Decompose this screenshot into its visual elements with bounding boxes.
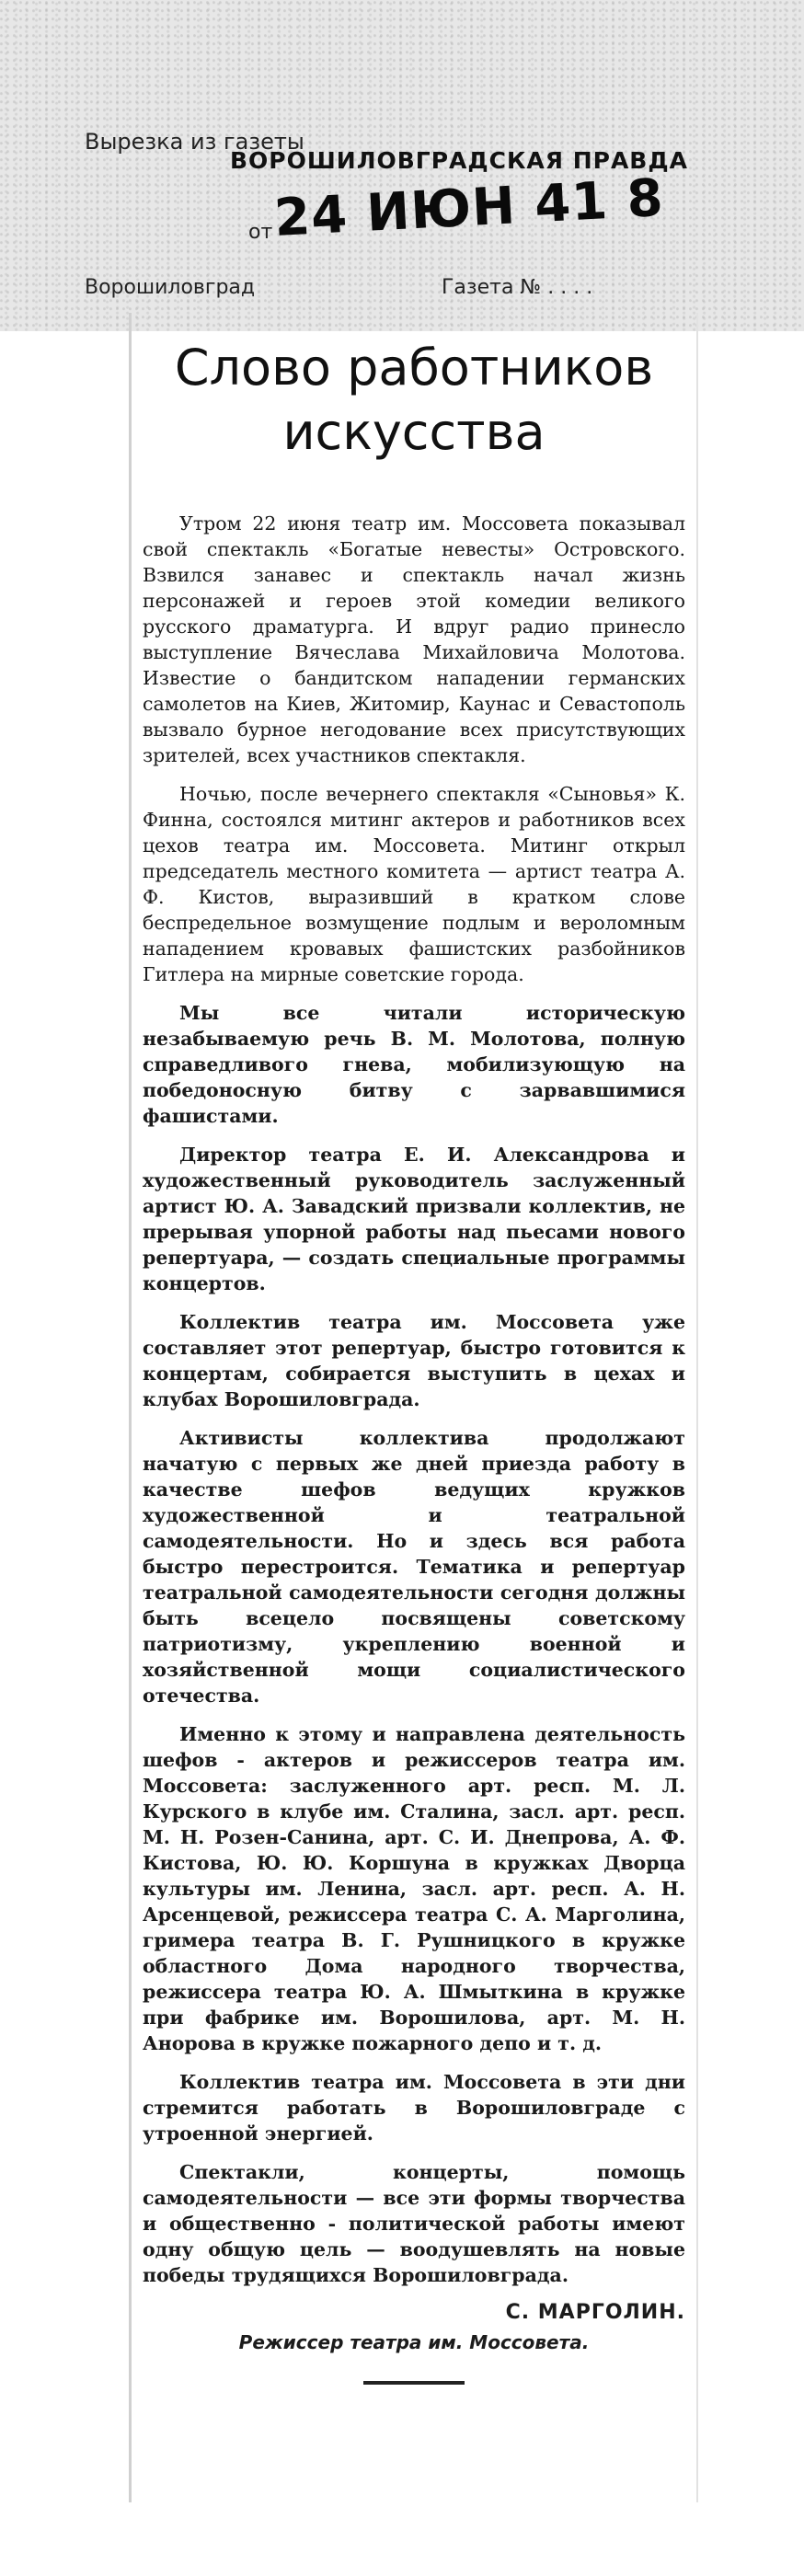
paragraph-7: Именно к этому и направлена деятельность шефов - актеров и режиссеров театра им. Моссовета: заслуженного арт. респ. М. Л. Курского в клубе им. Сталина, засл. арт. респ. М. Н. Розен-Санина, арт. С. И. Днепрова, А. Ф. Кистова, Ю. Ю. Коршуна в кружках Дворца культуры им. Ленина, засл. арт. респ. А. Н. Арсенцевой, режиссера театра С. А. Марголина, гримера театра В. Г. Рушницкого в кружке областного Дома народного творчества, режиссера театра Ю. А. Шмыткина в кружке при фабрике им. Ворошилова, арт. М. Н. Анорова в кружке пожарного депо и т. д. [143, 1723, 685, 2054]
date-prefix-label: от [248, 221, 273, 244]
clipping-right-edge [696, 313, 698, 2502]
title-line-1: Слово работников [174, 339, 654, 397]
clipping-left-edge [129, 313, 132, 2502]
paragraph-6: Активисты коллектива продолжают начатую с первых же дней приезда работу в качестве шефов ведущих кружков художественной и театральной самодеятельности. Но и здесь вся работа быстро перестроится. Тематика и репертуар театральной самодеятельности сегодня должны быть всецело посвящены советскому патриотизму, укреплению военной и хозяйственной мощи социалистического отечества. [143, 1427, 685, 1707]
issue-number-label: Газета № . . . . [442, 276, 593, 299]
paragraph-8: Коллектив театра им. Моссовета в эти дни стремится работать в Ворошиловграде с утроенной энергией. [143, 2071, 685, 2145]
paragraph-1: Утром 22 июня театр им. Моссовета показывал свой спектакль «Богатые невесты» Островского. Взвился занавес и спектакль начал жизнь персонажей и героев этой комедии великого русского драматурга. И вдруг радио принесло выступление Вячеслава Михайловича Молотова. Известие о бандитском нападении германских самолетов на Киев, Житомир, Каунас и Севастополь вызвало бурное негодование всех присутствующих зрителей, всех участников спектакля. [143, 512, 685, 766]
paragraph-2: Ночью, после вечернего спектакля «Сыновья» К. Финна, состоялся митинг актеров и работников всех цехов театра им. Моссовета. Митинг открыл председатель местного комитета — артист театра А. Ф. Кистов, выразивший в кратком слове беспредельное возмущение подлым и вероломным нападением кровавых фашистских разбойников Гитлера на мирные советские города. [143, 783, 685, 985]
paragraph-9: Спектакли, концерты, помощь самодеятельности — все эти формы творчества и общественно - политической работы имеют одну общую цель — воодушевлять на новые победы трудящихся Ворошиловграда. [143, 2161, 685, 2286]
signature: С. МАРГОЛИН. [505, 2301, 685, 2324]
title-line-2: искусства [282, 403, 546, 461]
article-title [143, 336, 685, 465]
signature-role: Режиссер театра им. Моссовета. [238, 2331, 590, 2353]
clipping-label: Вырезка из газеты [85, 129, 304, 155]
city-label: Ворошиловград [85, 276, 256, 299]
paragraph-5: Коллектив театра им. Моссовета уже составляет этот репертуар, быстро готовится к концертам, собирается выступить в цехах и клубах Ворошиловграда. [143, 1311, 685, 1410]
article [143, 327, 685, 2385]
date-stamp: 24 ИЮН 41 8 [272, 167, 666, 248]
article-body [143, 511, 685, 2288]
newspaper-name: ВОРОШИЛОВГРАДСКАЯ ПРАВДА [230, 147, 688, 174]
end-rule [363, 2381, 465, 2385]
paragraph-3: Мы все читали историческую незабываемую речь В. М. Молотова, полную справедливого гнева, мобилизующую на победоносную битву с зарвавшимися фашистами. [143, 1002, 685, 1127]
clipping-stamp [0, 0, 804, 331]
paragraph-4: Директор театра Е. И. Александрова и художественный руководитель заслуженный артист Ю. А. Завадский призвали коллектив, не прерывая упорной работы над пьесами нового репертуара, — создать специальные программы концертов. [143, 1144, 685, 1294]
